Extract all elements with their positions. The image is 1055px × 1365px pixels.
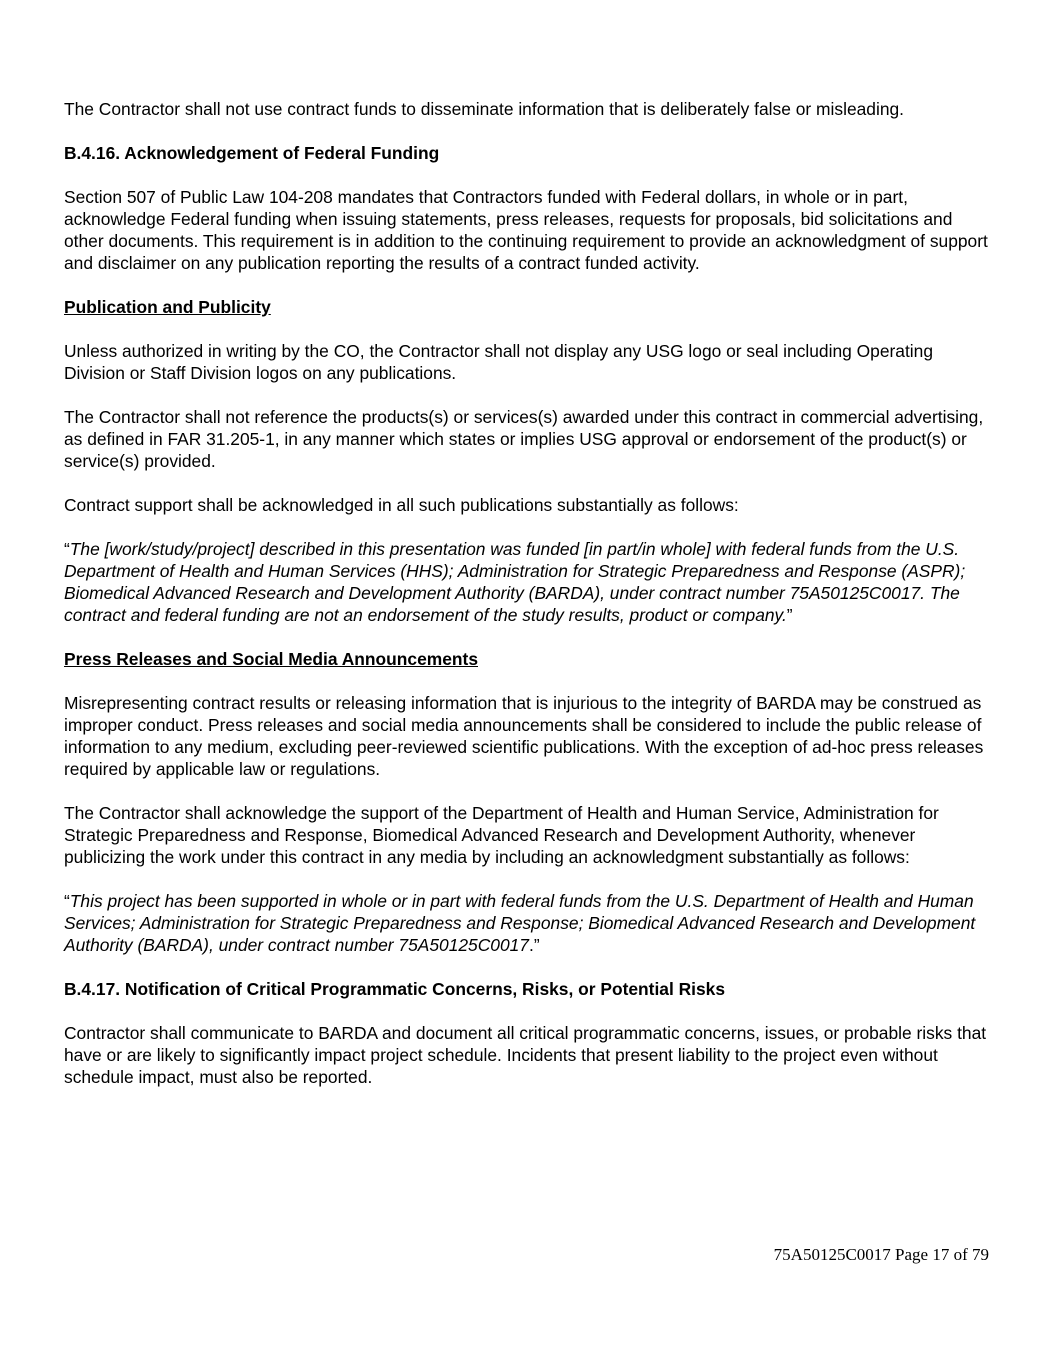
paragraph-acknowledge-support: The Contractor shall acknowledge the support of the Department of Health and Human Service, Administration for Strategic Preparedness and Response, Biomedical Advanced Research and Development Authority, whenever publicizing the work under this contract in any media by including an acknowledgment substantially as follows: [64,803,939,867]
paragraph-section-507: Section 507 of Public Law 104-208 mandates that Contractors funded with Federal dollars, in whole or in part, acknowledge Federal funding when issuing statements, press releases, requests for proposals, bid solicitations and other documents. This requirement is in addition to the continuing requirement to provide an acknowledgment of support and disclaimer on any publication reporting the results of a contract funded activity. [64,187,988,273]
quote-open-mark: “ [64,891,70,911]
quote-text: This project has been supported in whole or in part with federal funds from the U.S. Department of Health and Human Services; Administration for Strategic Preparedness and Response; Biomedical Advanced Research and Development Authority (BARDA), under contract number 75A50125C0017 [64,891,976,955]
section-heading-b417: B.4.17. Notification of Critical Programmatic Concerns, Risks, or Potential Risks [64,979,726,999]
subheading-press-releases: Press Releases and Social Media Announcements [64,649,478,669]
quote-text: The [work/study/project] described in this presentation was funded [in part/in whole] with federal funds from the U.S. Department of Health and Human Services (HHS); Administration for Strategic Preparedness and Response (ASPR); Biomedical Advanced Research and Development Authority (BARDA), under contract number 75A50125C0017. The contract and federal funding are not an endorsement of the study results, product or company. [64,539,966,625]
paragraph-misrepresenting: Misrepresenting contract results or releasing information that is injurious to the integrity of BARDA may be construed as improper conduct. Press releases and social media announcements shall be considered to include the public release of information to any medium, excluding peer-reviewed scientific publications. With the exception of ad-hoc press releases required by applicable law or regulations. [64,693,984,779]
paragraph-contract-support: Contract support shall be acknowledged in all such publications substantially as follows: [64,495,739,515]
paragraph-commercial-reference: The Contractor shall not reference the products(s) or services(s) awarded under this contract in commercial advertising, as defined in FAR 31.205-1, in any manner which states or implies USG approval or endorsement of the product(s) or service(s) provided. [64,407,984,471]
document-page [64,98,994,1110]
paragraph-usg-logo: Unless authorized in writing by the CO, the Contractor shall not display any USG logo or seal including Operating Division or Staff Division logos on any publications. [64,341,934,383]
subheading-publication-publicity: Publication and Publicity [64,297,271,317]
quote-close-mark: ” [786,605,793,625]
page-footer: 75A50125C0017 Page 17 of 79 [773,1245,989,1264]
acknowledgment-quote-media [64,890,994,956]
paragraph-communicate-risks: Contractor shall communicate to BARDA and document all critical programmatic concerns, issues, or probable risks that have or are likely to significantly impact project schedule. Incidents that present liability to the project even without schedule impact, must also be reported. [64,1023,987,1087]
section-heading-b416: B.4.16. Acknowledgement of Federal Funding [64,143,440,163]
quote-close-mark: .” [528,935,540,955]
paragraph-false-information: The Contractor shall not use contract funds to disseminate information that is deliberately false or misleading. [64,99,905,119]
acknowledgment-quote-publications [64,538,994,626]
quote-open-mark: “ [64,539,70,559]
